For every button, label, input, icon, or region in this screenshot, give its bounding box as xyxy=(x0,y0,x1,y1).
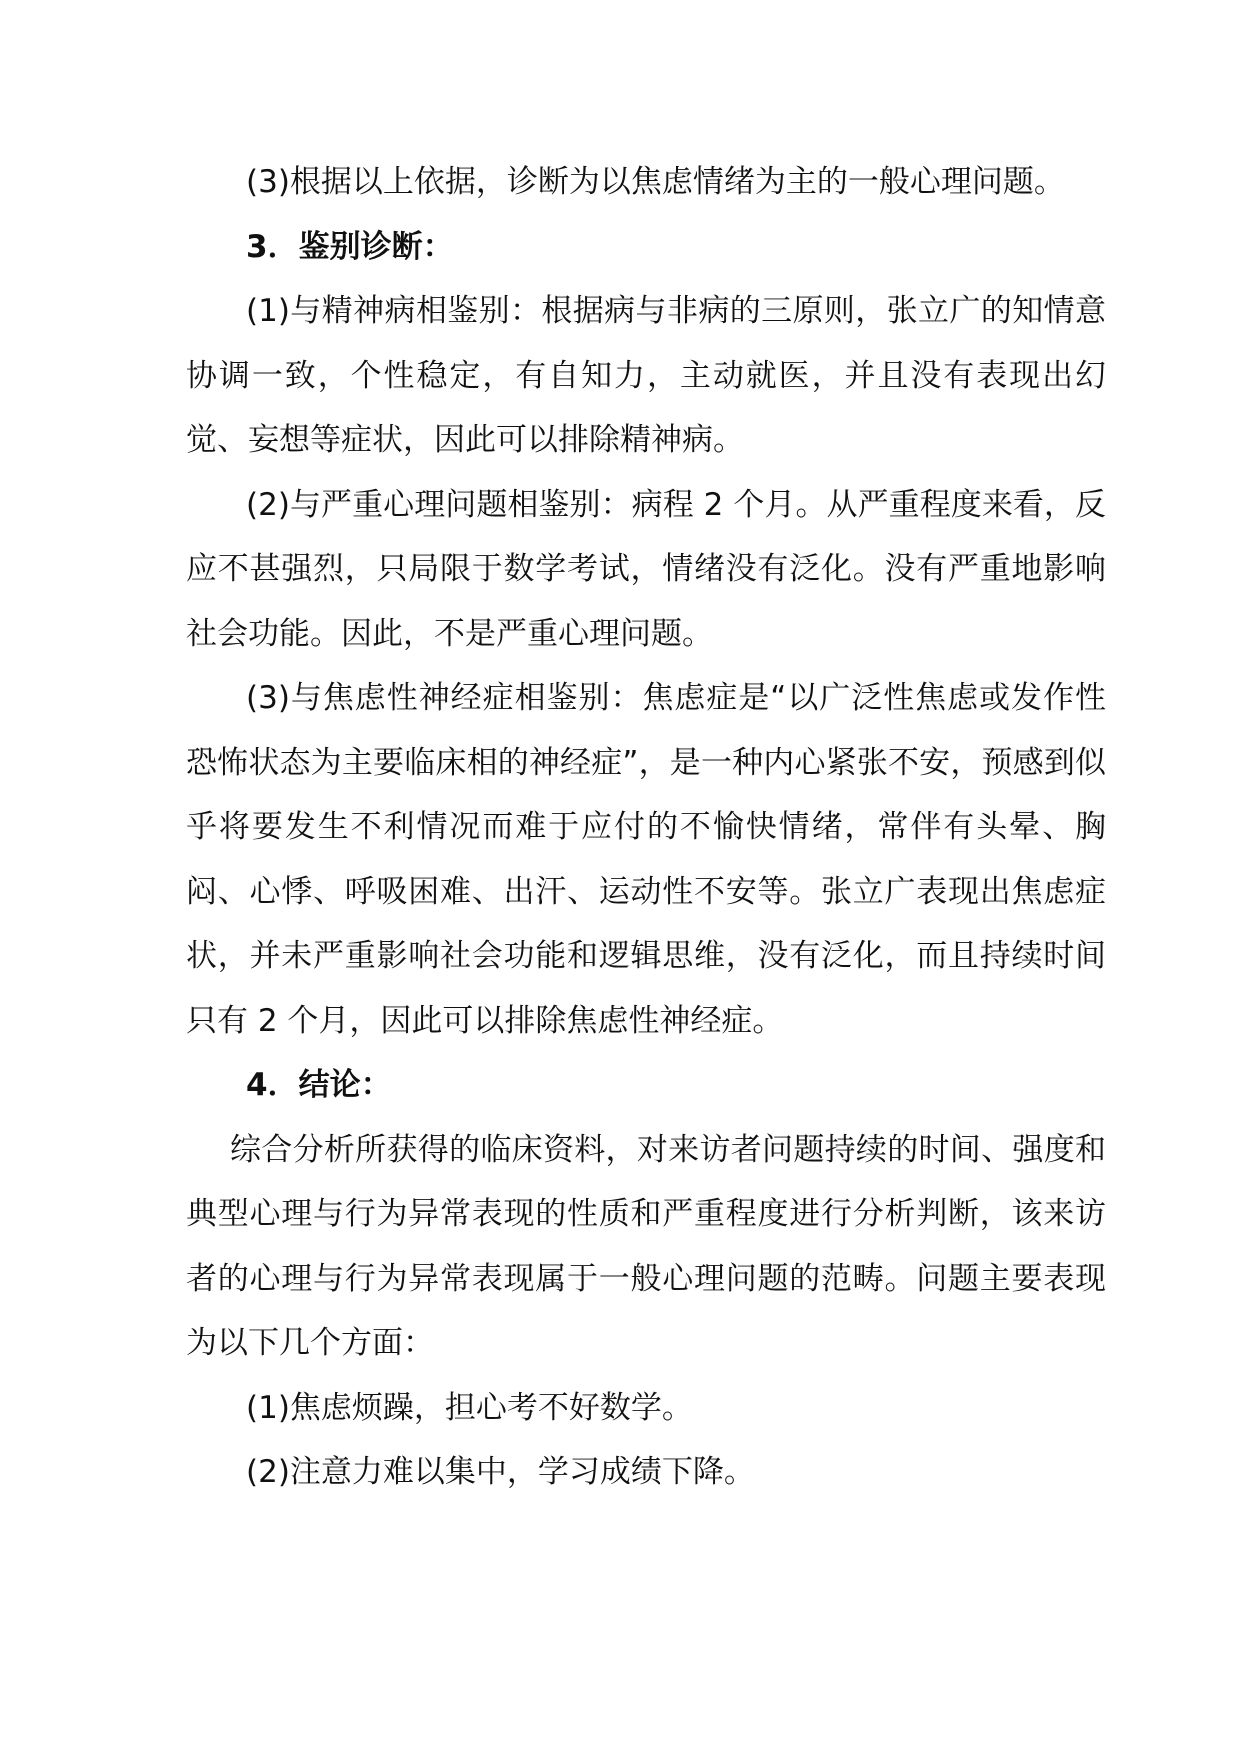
paragraph-diagnosis-conclusion: (3)根据以上依据，诊断为以焦虑情绪为主的一般心理问题。 xyxy=(246,164,1065,200)
document-body xyxy=(186,150,1106,1505)
paragraph-anxiety-neurosis-differentiation: (3)与焦虑性神经症相鉴别：焦虑症是“以广泛性焦虑或发作性恐怖状态为主要临床相的神经症”，是一种内心紧张不安，预感到似乎将要发生不利情况而难于应付的不愉快情绪，常伴有头晕、胸闷、心悸、呼吸困难、出汗、运动性不安等。张立广表现出焦虑症状，并未严重影响社会功能和逻辑思维，没有泛化，而且持续时间只有 2 个月，因此可以排除焦虑性神经症。 xyxy=(186,680,1106,1039)
list-item-attention: (2)注意力难以集中，学习成绩下降。 xyxy=(246,1454,755,1490)
section-heading-differential-diagnosis: 3．鉴别诊断： xyxy=(246,228,454,265)
section-heading-conclusion: 4．结论： xyxy=(246,1067,392,1103)
paragraph-psychosis-differentiation: (1)与精神病相鉴别：根据病与非病的三原则，张立广的知情意协调一致，个性稳定，有自知力，主动就医，并且没有表现出幻觉、妄想等症状，因此可以排除精神病。 xyxy=(186,293,1106,458)
paragraph-serious-problem-differentiation: (2)与严重心理问题相鉴别：病程 2 个月。从严重程度来看，反应不甚强烈，只局限于数学考试，情绪没有泛化。没有严重地影响社会功能。因此，不是严重心理问题。 xyxy=(186,486,1106,652)
list-item-anxiety: (1)焦虑烦躁，担心考不好数学。 xyxy=(246,1389,693,1426)
paragraph-conclusion-summary: 综合分析所获得的临床资料，对来访者问题持续的时间、强度和典型心理与行为异常表现的性质和严重程度进行分析判断，该来访者的心理与行为异常表现属于一般心理问题的范畴。问题主要表现为以下几个方面： xyxy=(186,1131,1106,1361)
